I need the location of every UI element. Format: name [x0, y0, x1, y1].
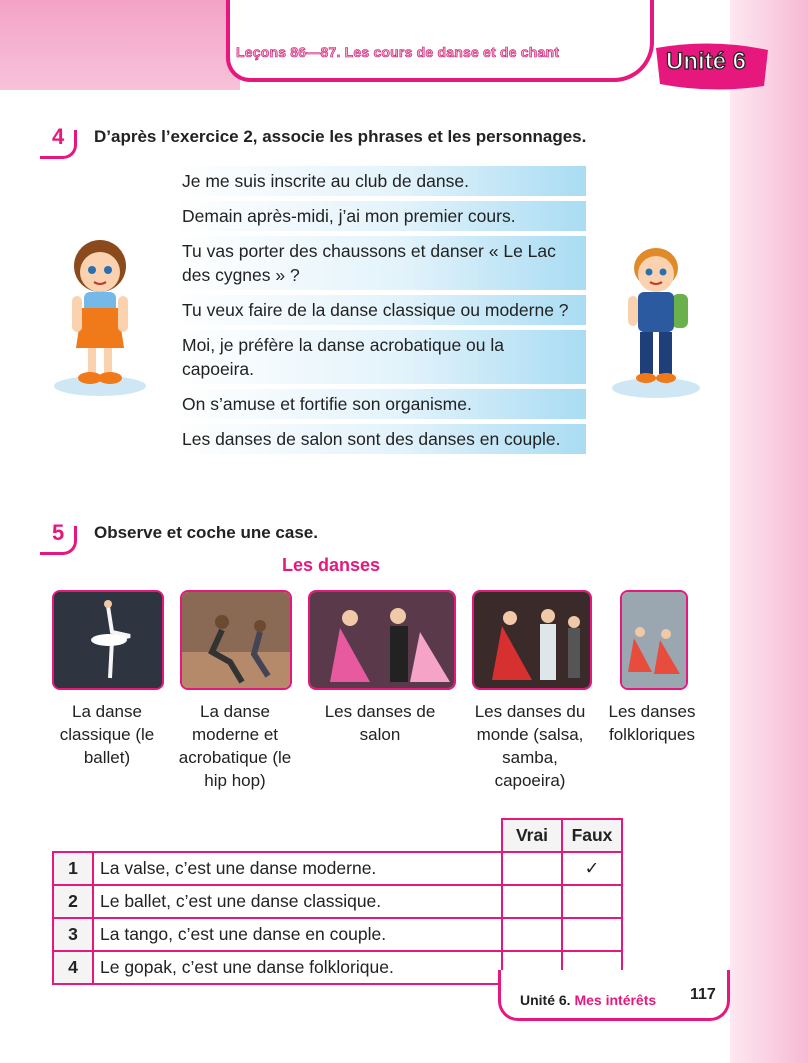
sentence-item[interactable]: Je me suis inscrite au club de danse.: [174, 166, 586, 196]
exercise-instruction: D’après l’exercice 2, associe les phrases et les personnages.: [94, 127, 587, 146]
girl-character-illustration: [50, 236, 150, 396]
page-number: 117: [690, 986, 716, 1003]
hip-hop-photo: [180, 590, 292, 690]
dance-caption: La danse moderne et acrobatique (le hip hop): [178, 702, 292, 790]
table-header-row: [53, 819, 622, 852]
table-spacer: [93, 819, 502, 852]
faux-checkbox[interactable]: [562, 885, 622, 918]
vrai-checkbox[interactable]: [502, 852, 562, 885]
sentence-item[interactable]: Tu vas porter des chaussons et danser « Le Lac des cygnes » ?: [174, 236, 586, 290]
table-row: [53, 885, 622, 918]
faux-checkbox[interactable]: [562, 918, 622, 951]
lesson-title: Leçons 86—87. Les cours de danse et de chant: [236, 44, 560, 60]
footer-unit: [520, 992, 656, 1008]
dance-caption: La danse classique (le ballet): [59, 702, 155, 767]
sentence-list: [174, 166, 586, 459]
true-false-table: [52, 818, 623, 985]
unit-badge: Unité 6: [666, 48, 747, 75]
header-band: [0, 0, 240, 90]
header-faux: Faux: [562, 819, 622, 852]
vrai-checkbox[interactable]: [502, 918, 562, 951]
footer-title: Mes intérêts: [574, 992, 657, 1008]
row-statement: La tango, c’est une danse en couple.: [93, 918, 502, 951]
footer-unit-label: Unité 6.: [520, 992, 571, 1008]
row-number: 2: [53, 885, 93, 918]
sentence-item[interactable]: Demain après-midi, j’ai mon premier cours.: [174, 201, 586, 231]
row-statement: La valse, c’est une danse moderne.: [93, 852, 502, 885]
ballet-photo: [52, 590, 164, 690]
table-spacer: [53, 819, 93, 852]
sentence-item[interactable]: On s’amuse et fortifie son organisme.: [174, 389, 586, 419]
sentence-item[interactable]: Les danses de salon sont des danses en couple.: [174, 424, 586, 454]
header-tab: [226, 0, 654, 82]
row-statement: Le gopak, c’est une danse folklorique.: [93, 951, 502, 984]
dance-caption: Les danses du monde (salsa, samba, capoeira): [474, 702, 586, 790]
header-vrai: Vrai: [502, 819, 562, 852]
page-edge-band: [730, 0, 808, 1063]
row-number: 3: [53, 918, 93, 951]
table-row: [53, 918, 622, 951]
dance-caption: Les danses de salon: [324, 702, 436, 744]
row-number: 1: [53, 852, 93, 885]
folk-dance-photo: [620, 590, 688, 690]
faux-checkbox[interactable]: ✓: [562, 852, 622, 885]
boy-character-illustration: [606, 240, 706, 400]
world-dance-photo: [472, 590, 592, 690]
row-statement: Le ballet, c’est une danse classique.: [93, 885, 502, 918]
exercise-number: 4: [52, 124, 65, 149]
dance-caption: Les danses folkloriques: [608, 702, 696, 744]
sentence-item[interactable]: Tu veux faire de la danse classique ou moderne ?: [174, 295, 586, 325]
row-number: 4: [53, 951, 93, 984]
exercise-number: 5: [52, 520, 65, 545]
section-title: Les danses: [282, 555, 381, 575]
ballroom-dance-photo: [308, 590, 456, 690]
exercise-instruction: Observe et coche une case.: [94, 523, 318, 542]
sentence-item[interactable]: Moi, je préfère la danse acrobatique ou la capoeira.: [174, 330, 586, 384]
vrai-checkbox[interactable]: [502, 885, 562, 918]
table-row: [53, 852, 622, 885]
